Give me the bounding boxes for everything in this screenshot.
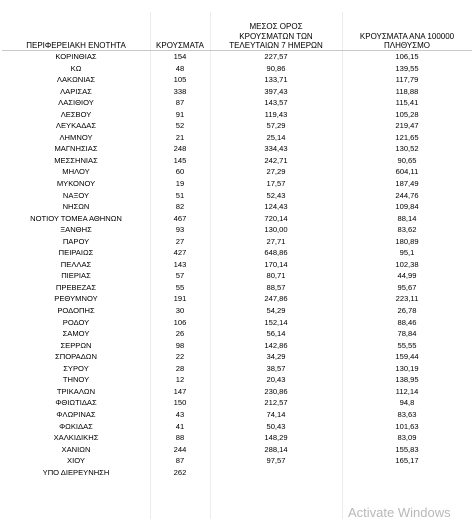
cell-cases: 147	[173, 386, 187, 396]
table-row	[2, 236, 472, 248]
cell-per100k: 118,88	[395, 86, 419, 96]
table-row	[2, 132, 472, 144]
cell-region: ΜΕΣΣΗΝΙΑΣ	[54, 155, 98, 165]
cell-per100k: 117,79	[395, 75, 419, 85]
cell-cases: 106	[173, 317, 187, 327]
cell-per100k: 102,38	[395, 259, 419, 269]
cell-per100k: 244,76	[395, 190, 419, 200]
cell-cases: 26	[175, 329, 185, 339]
table-row	[2, 178, 472, 190]
table-row	[2, 282, 472, 294]
header-avg7	[210, 12, 342, 50]
cell-per100k: 139,55	[395, 63, 419, 73]
cell-per100k: 83,62	[397, 225, 417, 235]
cell-avg7: 170,14	[264, 259, 288, 269]
cell-avg7: 34,29	[266, 352, 286, 362]
header-per100k-line2: ΠΛΗΘΥΣΜΟ	[383, 40, 431, 50]
cell-region: ΜΑΓΝΗΣΙΑΣ	[54, 144, 98, 154]
cell-region: ΚΩ	[70, 63, 82, 73]
cell-region: ΦΩΚΙΔΑΣ	[59, 421, 93, 431]
cell-cases: 22	[175, 352, 185, 362]
table-row	[2, 97, 472, 109]
cell-region: ΝΑΞΟΥ	[62, 190, 90, 200]
table-row	[2, 432, 472, 444]
table-row	[2, 109, 472, 121]
table-row	[2, 247, 472, 259]
cell-per100k: 121,65	[395, 132, 419, 142]
cell-avg7: 247,86	[264, 294, 288, 304]
cell-avg7: 648,86	[264, 248, 288, 258]
cell-per100k: 44,99	[397, 271, 417, 281]
cell-cases: 28	[175, 363, 185, 373]
table-row	[2, 259, 472, 271]
cell-cases: 43	[175, 409, 185, 419]
cell-region: ΠΑΡΟΥ	[62, 236, 90, 246]
table-row	[2, 409, 472, 421]
table-row	[2, 305, 472, 317]
cell-avg7: 56,14	[266, 329, 286, 339]
header-cases-label: ΚΡΟΥΣΜΑΤΑ	[156, 40, 204, 50]
cell-cases: 27	[175, 236, 185, 246]
header-per100k-line1: ΚΡΟΥΣΜΑΤΑ ΑΝΑ 100000	[359, 31, 455, 41]
cell-region: ΠΕΛΛΑΣ	[60, 259, 92, 269]
cell-region: ΞΑΝΘΗΣ	[60, 225, 92, 235]
cell-per100k: 88,14	[397, 213, 417, 223]
table-row	[2, 120, 472, 132]
cell-avg7: 148,29	[264, 433, 288, 443]
cell-region: ΣΥΡΟΥ	[63, 363, 89, 373]
table-row	[2, 74, 472, 86]
cell-cases: 262	[173, 467, 187, 477]
cell-avg7: 124,43	[264, 202, 288, 212]
cell-per100k: 223,11	[395, 294, 419, 304]
cell-avg7: 88,57	[266, 282, 286, 292]
table-row	[2, 455, 472, 467]
table-row	[2, 444, 472, 456]
cell-cases: 30	[175, 306, 185, 316]
cell-per100k: 88,46	[397, 317, 417, 327]
table-row	[2, 143, 472, 155]
cell-cases: 87	[175, 456, 185, 466]
cell-avg7: 230,86	[264, 386, 288, 396]
cell-cases: 55	[175, 282, 185, 292]
cell-cases: 427	[173, 248, 187, 258]
cell-region: ΠΙΕΡΙΑΣ	[61, 271, 91, 281]
cell-cases: 41	[175, 421, 185, 431]
cell-region: ΡΟΔΟΠΗΣ	[57, 306, 95, 316]
cell-cases: 51	[175, 190, 185, 200]
cell-avg7: 27,29	[266, 167, 286, 177]
cell-avg7: 50,43	[266, 421, 286, 431]
cell-region: ΛΕΣΒΟΥ	[60, 109, 92, 119]
table-row	[2, 155, 472, 167]
cell-per100k: 180,89	[395, 236, 419, 246]
cell-avg7: 54,29	[266, 306, 286, 316]
cell-cases: 91	[175, 109, 185, 119]
table-row	[2, 421, 472, 433]
cell-region: ΤΗΝΟΥ	[62, 375, 90, 385]
cell-per100k: 55,55	[397, 340, 417, 350]
table-row	[2, 224, 472, 236]
cell-avg7: 25,14	[266, 132, 286, 142]
cell-per100k: 130,52	[395, 144, 419, 154]
cell-cases: 244	[173, 444, 187, 454]
cell-cases: 21	[175, 132, 185, 142]
cell-region: ΚΟΡΙΝΘΙΑΣ	[55, 52, 97, 61]
cell-per100k: 105,28	[395, 109, 419, 119]
cell-per100k: 187,49	[395, 179, 419, 189]
table-row	[2, 201, 472, 213]
cell-cases: 143	[173, 259, 187, 269]
cell-avg7: 90,86	[266, 63, 286, 73]
cell-region: ΧΑΝΙΩΝ	[61, 444, 91, 454]
table-row	[2, 351, 472, 363]
cell-avg7: 142,86	[264, 340, 288, 350]
cell-avg7: 17,57	[266, 179, 286, 189]
cell-avg7: 97,57	[266, 456, 286, 466]
header-avg7-line3: ΤΕΛΕΥΤΑΙΩΝ 7 ΗΜΕΡΩΝ	[229, 40, 323, 50]
cell-avg7: 397,43	[264, 86, 288, 96]
cell-avg7: 227,57	[264, 52, 288, 61]
cell-avg7: 27,71	[266, 236, 286, 246]
cell-cases: 145	[173, 155, 187, 165]
cell-per100k: 83,63	[397, 409, 417, 419]
cell-per100k: 106,15	[395, 52, 419, 61]
cell-cases: 57	[175, 271, 185, 281]
cell-avg7: 133,71	[264, 75, 288, 85]
cell-avg7: 80,71	[266, 271, 286, 281]
table-row	[2, 328, 472, 340]
cell-per100k: 94,8	[399, 398, 415, 408]
cell-per100k: 109,84	[395, 202, 419, 212]
cell-cases: 48	[175, 63, 185, 73]
cell-per100k: 95,67	[397, 282, 417, 292]
cell-cases: 88	[175, 433, 185, 443]
cell-region: ΛΑΚΩΝΙΑΣ	[56, 75, 96, 85]
cell-avg7: 119,43	[264, 109, 288, 119]
header-cases	[150, 12, 210, 50]
cell-region: ΠΕΙΡΑΙΩΣ	[58, 248, 94, 258]
cell-avg7: 288,14	[264, 444, 288, 454]
cell-per100k: 83,09	[397, 433, 417, 443]
cell-per100k: 90,65	[397, 155, 417, 165]
table-row	[2, 467, 472, 479]
activation-watermark: Activate Windows	[348, 505, 451, 520]
cell-avg7: 212,57	[264, 398, 288, 408]
cell-region: ΝΗΣΩΝ	[62, 202, 90, 212]
table-row	[2, 374, 472, 386]
cell-region: ΜΥΚΟΝΟΥ	[56, 179, 96, 189]
cell-cases: 338	[173, 86, 187, 96]
cell-per100k: 155,83	[395, 444, 419, 454]
cell-region: ΡΟΔΟΥ	[62, 317, 90, 327]
cell-avg7: 152,14	[264, 317, 288, 327]
cell-cases: 52	[175, 121, 185, 131]
cell-region: ΥΠΟ ΔΙΕΡΕΥΝΗΣΗ	[42, 467, 110, 477]
cell-per100k: 165,17	[395, 456, 419, 466]
cell-cases: 82	[175, 202, 185, 212]
cell-cases: 248	[173, 144, 187, 154]
header-region-label: ΠΕΡΙΦΕΡΕΙΑΚΗ ΕΝΟΤΗΤΑ	[26, 40, 126, 50]
header-per100k	[342, 12, 472, 50]
table-row	[2, 340, 472, 352]
cell-region: ΣΕΡΡΩΝ	[60, 340, 92, 350]
cell-per100k: 138,95	[395, 375, 419, 385]
cell-avg7: 52,43	[266, 190, 286, 200]
cell-avg7: 38,57	[266, 363, 286, 373]
cell-region: ΠΡΕΒΕΖΑΣ	[55, 282, 97, 292]
cell-region: ΣΑΜΟΥ	[62, 329, 90, 339]
cell-per100k: 130,19	[395, 363, 419, 373]
cell-cases: 191	[173, 294, 187, 304]
cell-avg7: 74,14	[266, 409, 286, 419]
cell-cases: 12	[175, 375, 185, 385]
cell-cases: 105	[173, 75, 187, 85]
cell-avg7: 143,57	[264, 98, 288, 108]
cell-cases: 154	[173, 52, 187, 61]
header-avg7-line1: ΜΕΣΟΣ ΟΡΟΣ	[249, 22, 303, 32]
cell-per100k: 112,14	[395, 386, 419, 396]
cell-per100k: 78,84	[397, 329, 417, 339]
header-region	[2, 12, 150, 50]
cell-per100k: 604,11	[395, 167, 419, 177]
cell-per100k: 26,78	[397, 306, 417, 316]
cell-region: ΡΕΘΥΜΝΟΥ	[54, 294, 98, 304]
cell-region: ΣΠΟΡΑΔΩΝ	[55, 352, 97, 362]
cell-avg7: 720,14	[264, 213, 288, 223]
table-row	[2, 51, 472, 63]
cell-avg7: 20,43	[266, 375, 286, 385]
cell-region: ΦΘΙΩΤΙΔΑΣ	[55, 398, 97, 408]
cell-avg7: 57,29	[266, 121, 286, 131]
cell-region: ΜΗΛΟΥ	[62, 167, 90, 177]
cell-cases: 60	[175, 167, 185, 177]
cell-cases: 93	[175, 225, 185, 235]
cell-region: ΛΑΣΙΘΙΟΥ	[58, 98, 94, 108]
table-row	[2, 293, 472, 305]
table-row	[2, 397, 472, 409]
cell-region: ΛΕΥΚΑΔΑΣ	[55, 121, 97, 131]
cell-region: ΤΡΙΚΑΛΩΝ	[56, 386, 96, 396]
table-row	[2, 363, 472, 375]
cell-cases: 150	[173, 398, 187, 408]
cell-region: ΧΙΟΥ	[67, 456, 85, 466]
table-row	[2, 386, 472, 398]
table-row	[2, 270, 472, 282]
cell-cases: 98	[175, 340, 185, 350]
cell-avg7: 242,71	[264, 155, 288, 165]
header-avg7-line2: ΚΡΟΥΣΜΑΤΩΝ ΤΩΝ	[239, 31, 313, 41]
cell-per100k: 115,41	[395, 98, 419, 108]
cell-per100k: 219,47	[395, 121, 419, 131]
table-row	[2, 166, 472, 178]
cell-per100k: 159,44	[395, 352, 419, 362]
table-row	[2, 63, 472, 75]
cell-region: ΛΑΡΙΣΑΣ	[60, 86, 92, 96]
table-body	[2, 51, 472, 478]
cell-region: ΧΑΛΚΙΔΙΚΗΣ	[53, 433, 99, 443]
cell-region: ΝΟΤΙΟΥ ΤΟΜΕΑ ΑΘΗΝΩΝ	[30, 213, 122, 223]
cell-per100k: 101,63	[395, 421, 419, 431]
table-row	[2, 317, 472, 329]
cell-avg7	[210, 467, 342, 479]
table-row	[2, 213, 472, 225]
cell-avg7: 334,43	[264, 144, 288, 154]
cell-region: ΦΛΩΡΙΝΑΣ	[56, 409, 96, 419]
cell-cases: 467	[173, 213, 187, 223]
cell-per100k	[342, 467, 472, 479]
cell-cases: 19	[175, 179, 185, 189]
table-row	[2, 190, 472, 202]
cell-per100k: 95,1	[399, 248, 415, 258]
cell-region: ΛΗΜΝΟΥ	[59, 132, 93, 142]
cell-avg7: 130,00	[264, 225, 288, 235]
cell-cases: 87	[175, 98, 185, 108]
table-row	[2, 86, 472, 98]
